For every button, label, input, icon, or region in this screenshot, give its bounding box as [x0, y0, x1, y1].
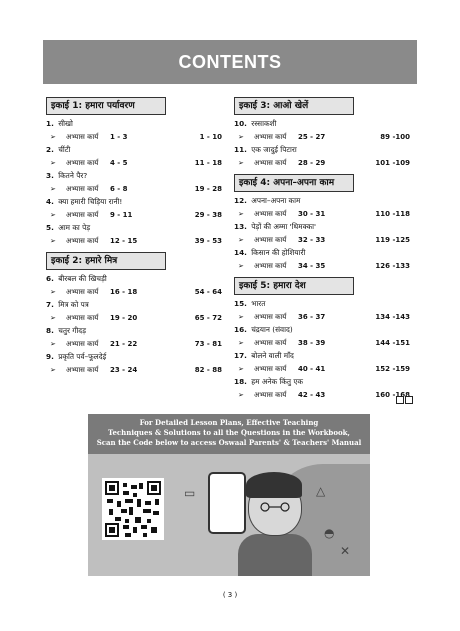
student-illustration-hair [246, 472, 302, 498]
arrow-icon: ➢ [238, 133, 244, 141]
exercise-row: ➢ अभ्यास कार्य 21 - 22 73 - 81 [46, 337, 228, 351]
chapter-title: 5. आम का पेड़ [46, 223, 91, 232]
exercise-row: ➢ अभ्यास कार्य 30 - 31 110 -118 [234, 207, 416, 221]
square-icon [396, 396, 404, 404]
page-title: CONTENTS [178, 51, 282, 72]
arrow-icon: ➢ [238, 339, 244, 347]
exercise-row: ➢ अभ्यास कार्य 32 - 33 119 -125 [234, 233, 416, 247]
arrow-icon: ➢ [50, 340, 56, 348]
student-illustration-body [238, 534, 312, 576]
chapter-title: 1. सीखो [46, 119, 73, 128]
unit-heading: इकाई 1: हमारा पर्यावरण [46, 97, 166, 115]
arrow-icon: ➢ [238, 262, 244, 270]
contents-right-column [234, 93, 416, 402]
chapter-title: 11. एक जादुई पिटारा [234, 145, 297, 154]
exercise-row: ➢ अभ्यास कार्य 25 - 27 89 -100 [234, 130, 416, 144]
arrow-icon: ➢ [50, 159, 56, 167]
exercise-row: ➢ अभ्यास कार्य 12 - 15 39 - 53 [46, 234, 228, 248]
exercise-row: ➢ अभ्यास कार्य 23 - 24 82 - 88 [46, 363, 228, 377]
chapter-title: 16. चंद्रयान (संवाद) [234, 325, 293, 334]
chapter-title: 17. बोलने वाली माँद [234, 351, 294, 360]
end-marker [396, 396, 413, 404]
arrow-icon: ➢ [50, 366, 56, 374]
chapter-title: 7. मित्र को पत्र [46, 300, 89, 309]
chapter-title: 9. प्रकृति पर्व–फूलदेई [46, 352, 107, 361]
unit-heading: इकाई 3: आओ खेलें [234, 97, 354, 115]
exercise-row: ➢ अभ्यास कार्य 42 - 43 160 -168 [234, 388, 416, 402]
chapter-title: 15. भारत [234, 299, 266, 308]
chapter-title: 3. कितने पैर? [46, 171, 88, 180]
exercise-row: ➢ अभ्यास कार्य 28 - 29 101 -109 [234, 156, 416, 170]
exercise-row: ➢ अभ्यास कार्य 9 - 11 29 - 38 [46, 208, 228, 222]
glasses-icon [256, 502, 294, 512]
chapter-title: 2. चींटी [46, 145, 71, 154]
chapter-title: 13. पेड़ों की अम्मा 'थिमक्का' [234, 222, 317, 231]
qr-code-icon[interactable] [102, 478, 164, 540]
exercise-row: ➢ अभ्यास कार्य 19 - 20 65 - 72 [46, 311, 228, 325]
arrow-icon: ➢ [238, 365, 244, 373]
chapter-title: 12. अपना–अपना काम [234, 196, 301, 205]
chapter-title: 8. चतुर गीदड़ [46, 326, 87, 335]
unit-heading: इकाई 4: अपना–अपना काम [234, 174, 354, 192]
exercise-row: ➢ अभ्यास कार्य 4 - 5 11 - 18 [46, 156, 228, 170]
chapter-title: 4. क्या हमारी चिड़िया रानी! [46, 197, 123, 206]
contents-banner [43, 40, 417, 84]
exercise-row: ➢ अभ्यास कार्य 1 - 3 1 - 10 [46, 130, 228, 144]
arrow-icon: ➢ [238, 210, 244, 218]
unit-heading: इकाई 5: हमारा देश [234, 277, 354, 295]
arrow-icon: ➢ [238, 313, 244, 321]
page-number: ( 3 ) [222, 591, 238, 599]
exercise-row: ➢ अभ्यास कार्य 16 - 18 54 - 64 [46, 285, 228, 299]
square-icon [405, 396, 413, 404]
exercise-row: ➢ अभ्यास कार्य 36 - 37 134 -143 [234, 310, 416, 324]
protractor-icon: ◓ [324, 526, 335, 540]
contents-left-column [46, 93, 228, 377]
arrow-icon: ➢ [50, 314, 56, 322]
triangle-icon: △ [316, 484, 326, 498]
arrow-icon: ➢ [50, 133, 56, 141]
ruler-icon: ▭ [184, 486, 196, 500]
exercise-row: ➢ अभ्यास कार्य 34 - 35 126 -133 [234, 259, 416, 273]
manual-promo-banner [88, 414, 370, 576]
chapter-title: 10. रस्साकशी [234, 119, 277, 128]
exercise-row: ➢ अभ्यास कार्य 38 - 39 144 -151 [234, 336, 416, 350]
arrow-icon: ➢ [50, 185, 56, 193]
phone-icon [208, 472, 246, 534]
arrow-icon: ➢ [238, 236, 244, 244]
arrow-icon: ➢ [50, 211, 56, 219]
arrow-icon: ➢ [238, 391, 244, 399]
chapter-title: 14. किसान की होशियारी [234, 248, 306, 257]
chapter-title: 6. बीरबल की खिचड़ी [46, 274, 107, 283]
cross-icon: ✕ [340, 544, 351, 558]
chapter-title: 18. हम अनेक किंतु एक [234, 377, 303, 386]
promo-text: For Detailed Lesson Plans, Effective Teaching Techniques & Solutions to all the Questions in the Workbook, Scan the Code below to access Oswaal Parents' & Teachers' Manual [96, 418, 362, 447]
exercise-row: ➢ अभ्यास कार्य 40 - 41 152 -159 [234, 362, 416, 376]
arrow-icon: ➢ [50, 288, 56, 296]
arrow-icon: ➢ [238, 159, 244, 167]
exercise-row: ➢ अभ्यास कार्य 6 - 8 19 - 28 [46, 182, 228, 196]
unit-heading: इकाई 2: हमारे मित्र [46, 252, 166, 270]
arrow-icon: ➢ [50, 237, 56, 245]
